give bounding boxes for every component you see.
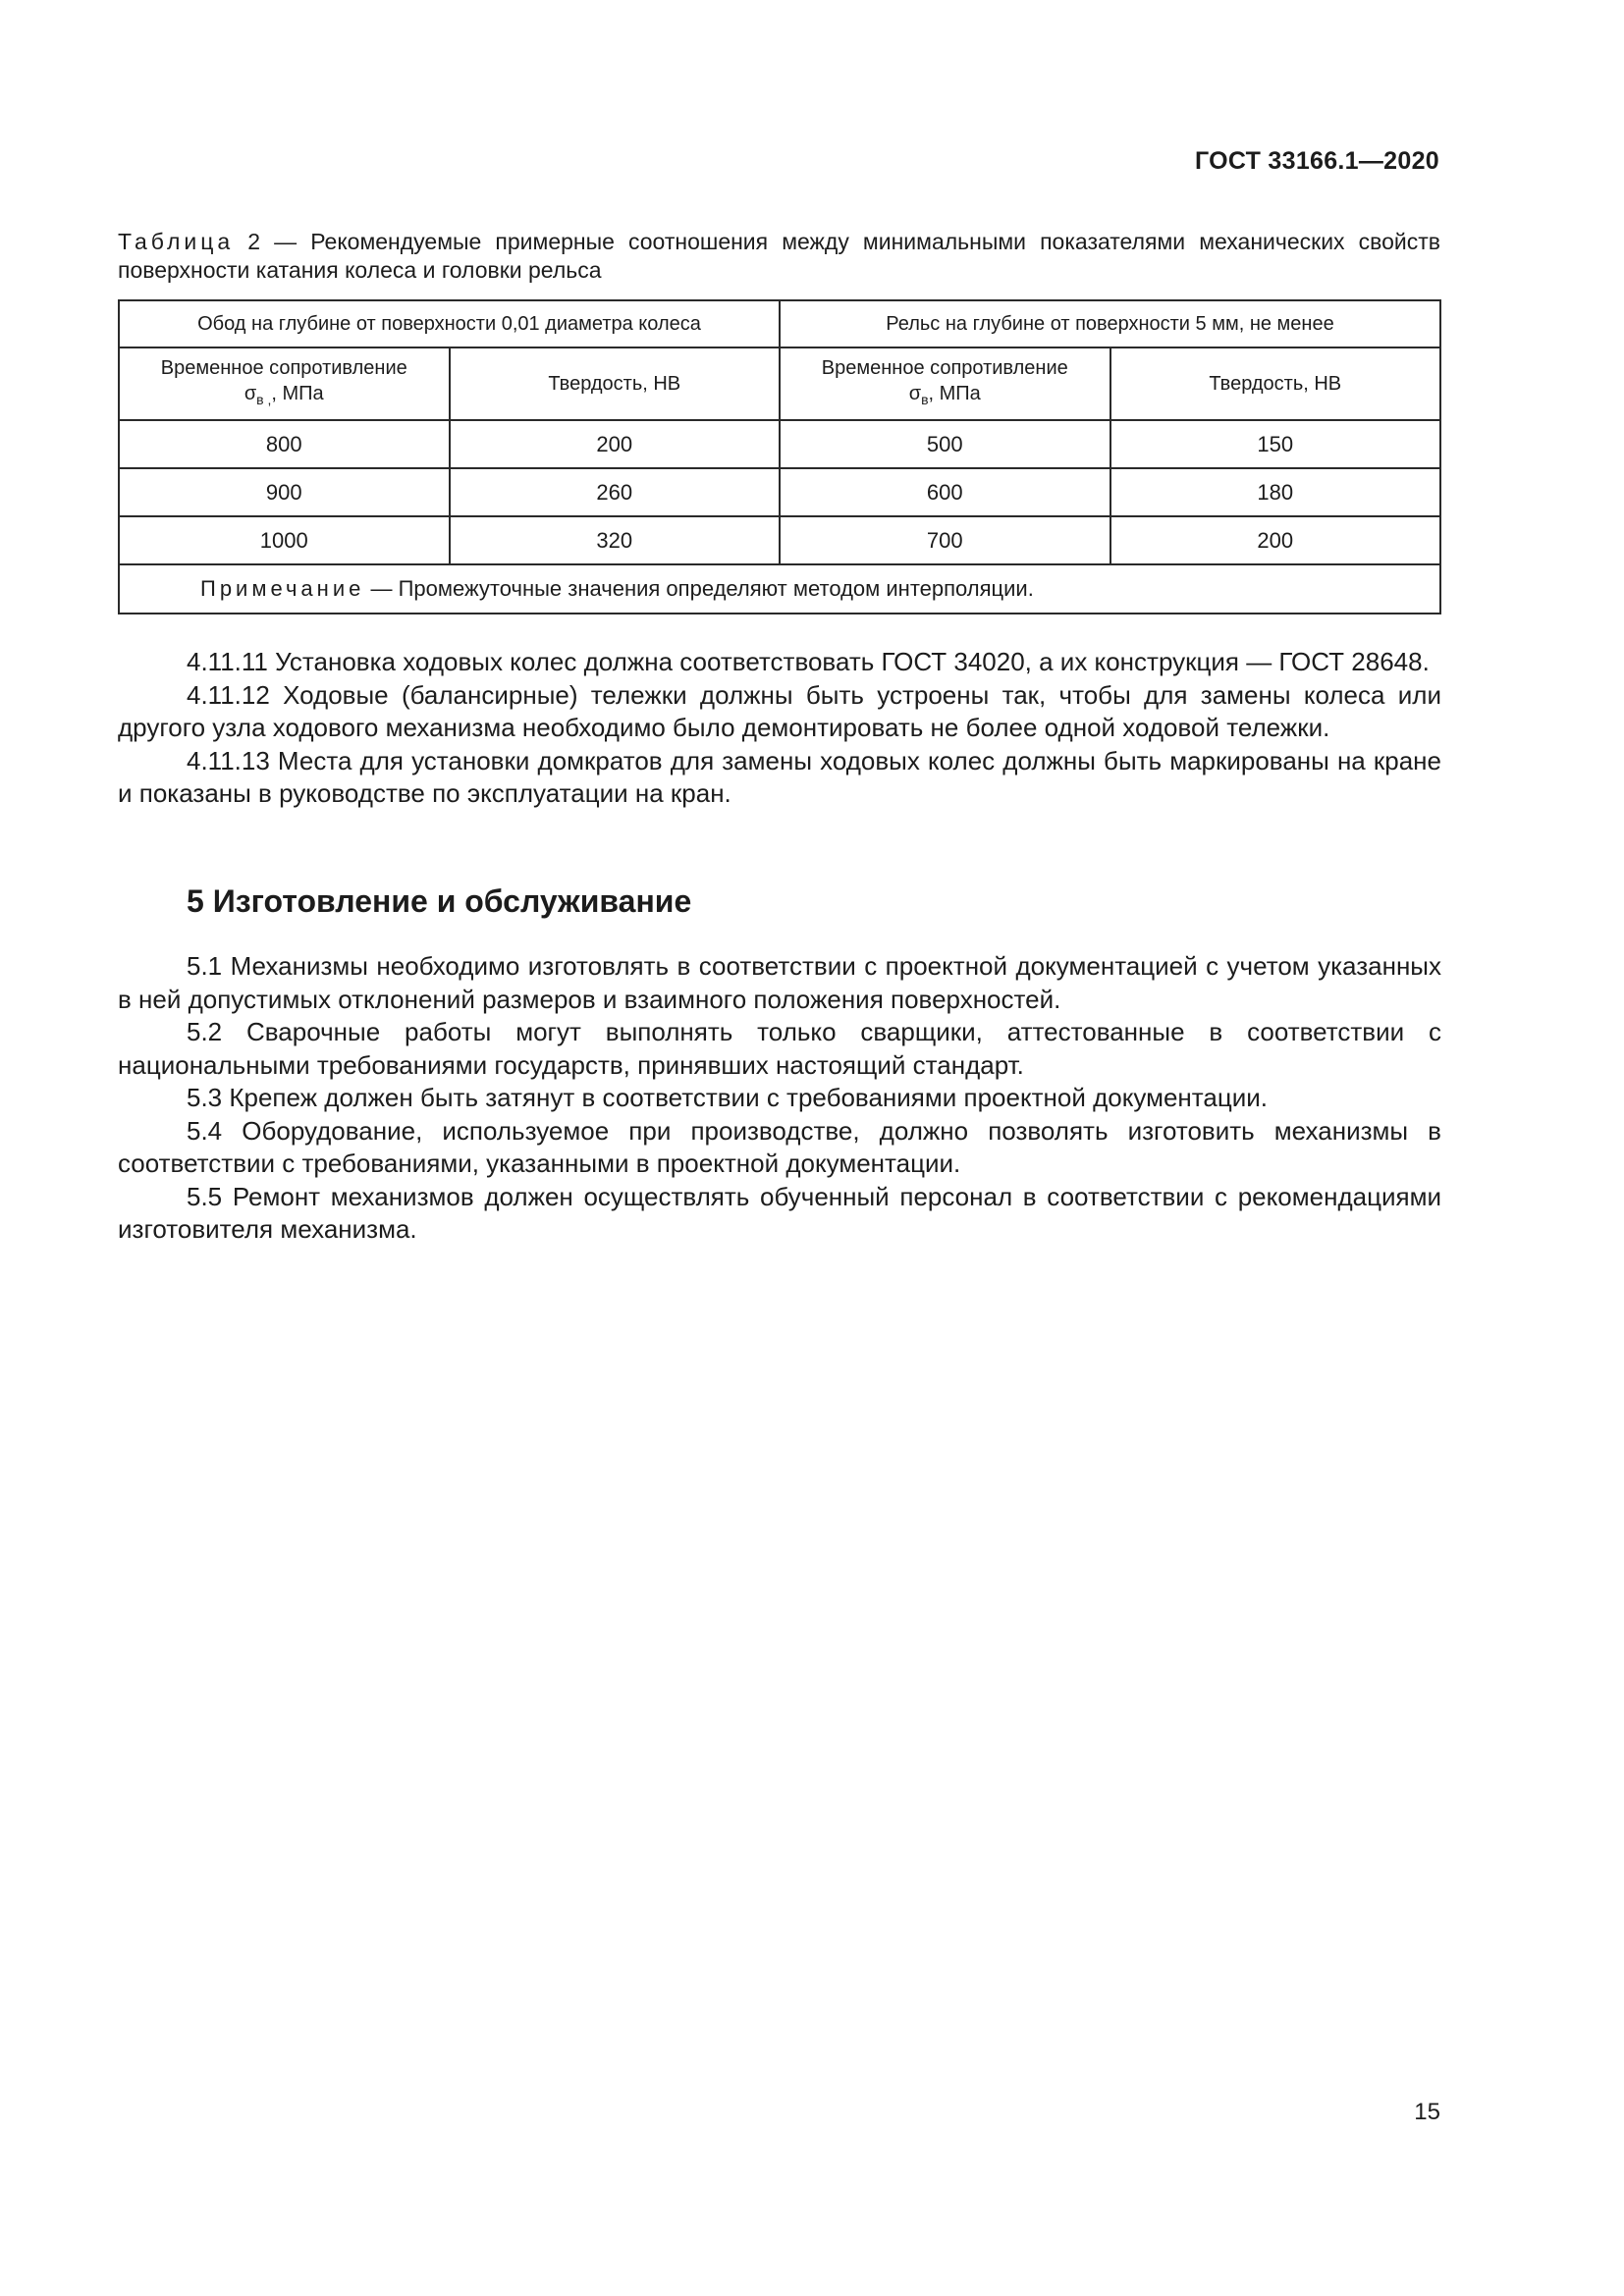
group-header-wheel: Обод на глубине от поверхности 0,01 диаметра колеса — [119, 300, 780, 347]
sub-header-rail-strength — [780, 347, 1110, 420]
table-caption-text: 2 — Рекомендуемые примерные соотношения между минимальными показателями механических свойств поверхности катания колеса и головки рельса — [118, 229, 1440, 283]
page-number: 15 — [1414, 2099, 1440, 2125]
table-cell: 900 — [119, 468, 450, 516]
table-note-row — [119, 564, 1440, 614]
table-caption — [118, 228, 1440, 285]
table-note — [119, 564, 1440, 614]
paragraph-4-11-13: 4.11.13 Места для установки домкратов для замены ходовых колес должны быть маркированы на кране и показаны в руководстве по эксплуатации на кран. — [118, 745, 1441, 808]
strength-unit-wheel: , МПа — [271, 383, 324, 404]
table-row — [119, 516, 1440, 564]
paragraph-4-11-12: 4.11.12 Ходовые (балансирные) тележки должны быть устроены так, чтобы для замены колеса или другого узла ходового механизма необходимо было демонтировать не более одной ходовой тележки. — [118, 679, 1441, 742]
table-cell: 600 — [780, 468, 1110, 516]
paragraph-5-2: 5.2 Сварочные работы могут выполнять только сварщики, аттестованные в соответствии с национальными требованиями государств, принявших настоящий стандарт. — [118, 1017, 1441, 1080]
table-cell: 700 — [780, 516, 1110, 564]
table-cell: 800 — [119, 420, 450, 468]
section-5-block — [118, 950, 1441, 1247]
table-cell: 500 — [780, 420, 1110, 468]
table-note-text: — Промежуточные значения определяют методом интерполяции. — [364, 576, 1034, 601]
table-cell: 150 — [1110, 420, 1441, 468]
page-header-doc-code: ГОСТ 33166.1—2020 — [1194, 147, 1439, 175]
paragraph-5-3: 5.3 Крепеж должен быть затянут в соответствии с требованиями проектной документации. — [187, 1083, 1269, 1112]
clause-4-11-block — [118, 646, 1441, 811]
table-cell: 180 — [1110, 468, 1441, 516]
sub-header-rail-hardness: Твердость, HB — [1110, 347, 1441, 420]
table-cell: 260 — [450, 468, 781, 516]
sub-header-wheel-hardness: Твердость, HB — [450, 347, 781, 420]
properties-table — [118, 299, 1441, 614]
table-cell: 200 — [1110, 516, 1441, 564]
table-note-label: Примечание — [200, 576, 365, 601]
paragraph-5-5: 5.5 Ремонт механизмов должен осуществлять обученный персонал в соответствии с рекомендациями изготовителя механизма. — [118, 1181, 1441, 1244]
sigma-subscript: в — [256, 392, 264, 407]
table-cell: 200 — [450, 420, 781, 468]
table-group-header-row — [119, 300, 1440, 347]
sigma-symbol: σ — [908, 383, 922, 404]
paragraph-5-4: 5.4 Оборудование, используемое при производстве, должно позволять изготовить механизмы в соответствии с требованиями, указанными в проектной документации. — [118, 1115, 1441, 1178]
group-header-rail: Рельс на глубине от поверхности 5 мм, не менее — [780, 300, 1440, 347]
sub-header-wheel-strength — [119, 347, 450, 420]
table-sub-header-row — [119, 347, 1440, 420]
table-cell: 320 — [450, 516, 781, 564]
table-row — [119, 420, 1440, 468]
section-heading-5: 5 Изготовление и обслуживание — [187, 883, 692, 919]
table-cell: 1000 — [119, 516, 450, 564]
strength-unit-rail: , МПа — [928, 383, 981, 404]
strength-label-rail: Временное сопротивление — [821, 357, 1068, 379]
table-caption-label: Таблица — [118, 229, 235, 254]
strength-label-wheel: Временное сопротивление — [160, 357, 407, 379]
sigma-subscript-comma: , — [263, 392, 272, 407]
sigma-symbol: σ — [244, 383, 257, 404]
table-row — [119, 468, 1440, 516]
paragraph-5-1: 5.1 Механизмы необходимо изготовлять в соответствии с проектной документацией с учетом указанных в ней допустимых отклонений размеров и взаимного положения поверхностей. — [118, 951, 1441, 1014]
paragraph-4-11-11: 4.11.11 Установка ходовых колес должна соответствовать ГОСТ 34020, а их конструкция — ГОСТ 28648. — [187, 647, 1430, 676]
sigma-subscript: в — [921, 392, 929, 407]
